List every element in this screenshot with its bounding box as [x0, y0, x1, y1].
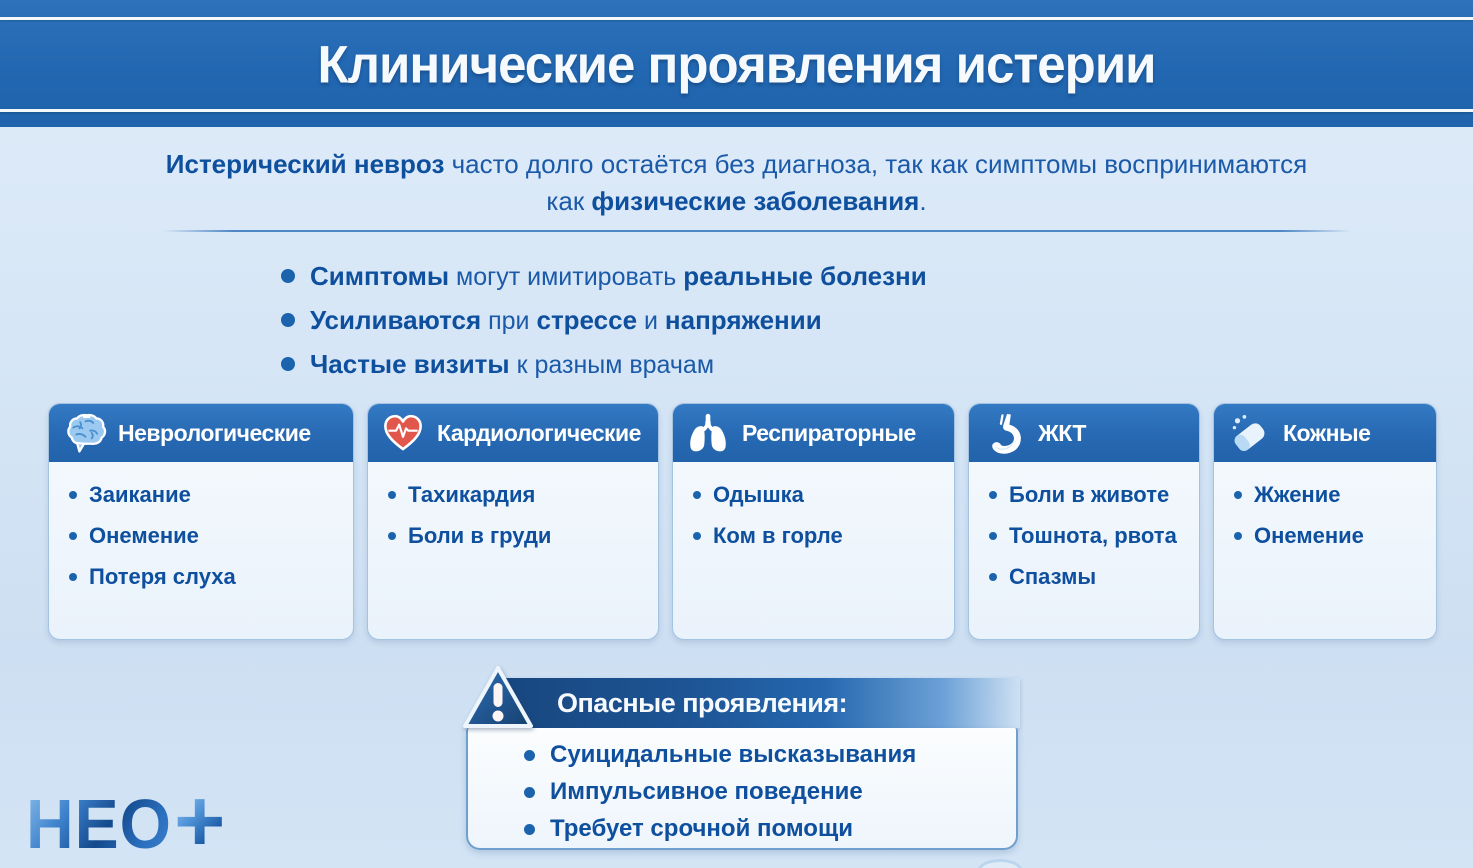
- text-segment: напряжении: [664, 304, 822, 335]
- card-title: Неврологические: [118, 419, 311, 446]
- key-point-text: [310, 349, 714, 380]
- card-skin: [1213, 403, 1437, 640]
- symptom-text: Заикание: [89, 482, 191, 507]
- key-point-text: [310, 261, 927, 292]
- decorative-arc: [978, 859, 1022, 868]
- symptom-text: Жжение: [1254, 482, 1341, 507]
- text-segment: Истерический невроз: [165, 149, 445, 179]
- bullet-icon: [1234, 532, 1242, 540]
- card-cardiological: [367, 403, 659, 640]
- list-item: [989, 482, 1187, 508]
- key-point-text: [310, 305, 822, 336]
- card-header: [1214, 404, 1436, 462]
- bullet-icon: [693, 491, 701, 499]
- text-segment: Симптомы: [310, 260, 450, 291]
- bullet-icon: [524, 824, 535, 835]
- bullet-icon: [281, 313, 295, 327]
- card-items: [49, 462, 353, 590]
- card-header: [49, 404, 353, 462]
- symptom-text: Боли в животе: [1009, 482, 1170, 507]
- card-header: [368, 404, 658, 462]
- text-segment: реальные болезни: [683, 260, 927, 291]
- list-item: [69, 564, 341, 590]
- bullet-icon: [989, 491, 997, 499]
- card-title: Кардиологические: [437, 419, 641, 446]
- symptom-text: Тошнота, рвота: [1009, 523, 1177, 548]
- symptom-text: Одышка: [713, 482, 804, 507]
- card-neurological: [48, 403, 354, 640]
- symptom-cards-row: [48, 403, 1437, 640]
- symptom-text: Спазмы: [1009, 564, 1097, 589]
- key-point: [281, 298, 927, 342]
- heart-icon: [380, 410, 426, 456]
- key-points-list: [281, 254, 927, 386]
- bullet-icon: [69, 491, 77, 499]
- page-title: Клинические проявления истерии: [317, 34, 1156, 95]
- card-title: ЖКТ: [1038, 419, 1086, 446]
- bullet-icon: [388, 491, 396, 499]
- warning-items: [468, 728, 1016, 842]
- card-items: [969, 462, 1199, 590]
- bullet-icon: [69, 532, 77, 540]
- symptom-text: Ком в горле: [713, 523, 843, 548]
- lungs-icon: [685, 410, 731, 456]
- text-segment: часто долго остаётся без диагноза, так как симптомы воспринимаются как: [444, 149, 1308, 216]
- list-item: [693, 523, 942, 549]
- bullet-icon: [388, 532, 396, 540]
- bullet-icon: [524, 787, 535, 798]
- symptom-text: Онемение: [89, 523, 199, 548]
- text-segment: Усиливаются: [310, 304, 482, 335]
- card-title: Респираторные: [742, 419, 916, 446]
- bullet-icon: [281, 269, 295, 283]
- warning-panel: [466, 728, 1018, 850]
- logo-text: НЕО: [26, 785, 173, 863]
- bullet-icon: [524, 750, 535, 761]
- card-respiratory: [672, 403, 955, 640]
- symptom-text: Тахикардия: [408, 482, 536, 507]
- bullet-icon: [989, 573, 997, 581]
- text-segment: при: [481, 306, 537, 335]
- logo-neo-plus: [26, 771, 226, 868]
- banner-divider-line: [0, 109, 1473, 112]
- warning-text: Импульсивное поведение: [550, 778, 863, 805]
- symptom-text: Боли в груди: [408, 523, 552, 548]
- list-item: [1234, 482, 1424, 508]
- key-point: [281, 342, 927, 386]
- list-item: [693, 482, 942, 508]
- bullet-icon: [693, 532, 701, 540]
- text-segment: физические заболевания: [591, 186, 920, 216]
- text-segment: Частые визиты: [310, 348, 510, 379]
- text-segment: и: [637, 306, 665, 335]
- card-items: [673, 462, 954, 549]
- card-items: [368, 462, 658, 549]
- warning-triangle-icon: [458, 663, 538, 735]
- intro-paragraph: [154, 146, 1319, 220]
- warning-text: Суицидальные высказывания: [550, 741, 917, 768]
- card-title: Кожные: [1283, 419, 1371, 446]
- text-segment: могут имитировать: [449, 262, 684, 291]
- list-item: [388, 523, 646, 549]
- text-segment: стрессе: [536, 304, 638, 335]
- bullet-icon: [1234, 491, 1242, 499]
- key-point: [281, 254, 927, 298]
- soap-icon: [1226, 410, 1272, 456]
- bullet-icon: [281, 357, 295, 371]
- list-item: [550, 779, 1016, 805]
- list-item: [388, 482, 646, 508]
- text-segment: к разным врачам: [509, 350, 715, 379]
- brain-icon: [61, 410, 107, 456]
- list-item: [550, 816, 1016, 842]
- list-item: [989, 564, 1187, 590]
- card-header: [969, 404, 1199, 462]
- card-gastrointestinal: [968, 403, 1200, 640]
- list-item: [1234, 523, 1424, 549]
- card-items: [1214, 462, 1436, 549]
- list-item: [69, 523, 341, 549]
- warning-text: Требует срочной помощи: [550, 815, 853, 842]
- list-item: [550, 742, 1016, 768]
- bullet-icon: [989, 532, 997, 540]
- card-header: [673, 404, 954, 462]
- stomach-icon: [981, 410, 1027, 456]
- section-divider: [163, 230, 1351, 232]
- warning-header-bar: [505, 678, 1020, 728]
- plus-icon: +: [174, 771, 226, 868]
- bullet-icon: [69, 573, 77, 581]
- list-item: [989, 523, 1187, 549]
- symptom-text: Потеря слуха: [89, 564, 236, 589]
- symptom-text: Онемение: [1254, 523, 1364, 548]
- text-segment: .: [919, 186, 927, 216]
- title-banner: [0, 0, 1473, 127]
- list-item: [69, 482, 341, 508]
- warning-title: Опасные проявления:: [557, 687, 848, 718]
